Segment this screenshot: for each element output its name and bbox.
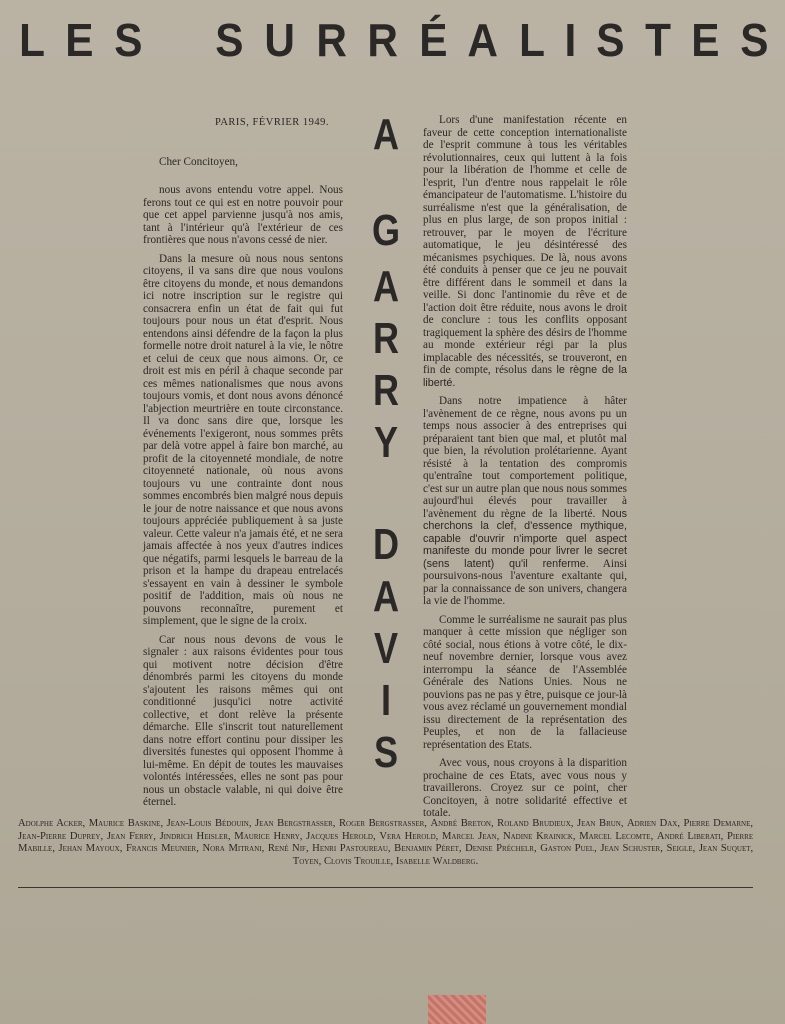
vertical-letter: Y (373, 418, 399, 467)
masthead-letter: L (518, 14, 545, 66)
paragraph-text: Dans notre impatience à hâter l'avènement de ce règne, nous avons pu un temps nous associer à des entreprises qui préparaient tant bien que mal, et plutôt mal que bien, la révolution prolétarienne. Ayant résisté à la tentation des compromis qu'entraîne tout comportement politique, c'est sur un autre plan que nous nous sommes aujourd'hui élevés pour travailler à l'avènement du règne de la liberté. (423, 395, 627, 520)
vertical-addressee-name (360, 112, 412, 782)
masthead-letter: E (691, 14, 720, 66)
signatory-name: Clovis Trouille (323, 855, 391, 867)
signatory-name: Henri Pastoureau (312, 843, 388, 855)
signatory-name: Jean-Louis Bédouin (166, 818, 249, 829)
paragraph-emphasis: le règne de la liberté. (423, 364, 628, 389)
signatory-name: Jean Bergstrasser (255, 818, 333, 829)
letter-paragraph (423, 395, 627, 608)
signatory-name: Nora Mitrani (202, 843, 262, 855)
paragraph-emphasis: Nous cherchons la clef, d'essence mythique, capable d'ouvrir n'importe quel aspect manifeste du monde pour livrer le secret (sens latent) qu'il renferme. (423, 507, 627, 570)
masthead-letter: É (418, 14, 447, 66)
signatory-name: Francis Meunier (125, 843, 197, 855)
signatory-name: Toyen (292, 855, 319, 867)
signatory-name: Marcel Jean (442, 830, 497, 842)
vertical-letter: V (373, 624, 399, 673)
signatory-name: Jean Brun (576, 818, 621, 829)
letter-right-column (423, 114, 627, 826)
masthead-letter: A (467, 14, 499, 66)
signatories-list: Adolphe Acker, Maurice Baskine, Jean-Louis Bédouin, Jean Bergstrasser, Roger Bergstrasser, André Breton, Roland Brudieux, Jean Brun, Adrien Dax, Pierre Demarne, Jean-Pierre Duprey, Jean Ferry, Jindrich Heisler, Maurice Henry, Jacques Herold, Vera Herold, Marcel Jean, Nadine Krainick, Marcel Lecomte, André Liberati, Pierre Mabille, Jehan Mayoux, Francis Meunier, Nora Mitrani, René Nif, Henri Pastoureau, Benjamin Péret, Denise Préchelr, Gaston Puel, Jean Schuster, Seigle, Jean Suquet, Toyen, Clovis Trouille, Isabelle Waldberg. (18, 818, 754, 867)
letter-date: PARIS, FÉVRIER 1949. (214, 117, 329, 128)
masthead-letter: S (114, 14, 143, 66)
signatory-name: Benjamin Péret (394, 843, 459, 855)
masthead-letter: R (315, 14, 347, 66)
signatory-name: André Liberati (656, 830, 721, 842)
masthead-les-surrealistes (18, 14, 770, 66)
vertical-letter: G (371, 206, 401, 255)
signatory-name: Adolphe Acker (18, 818, 83, 829)
masthead-letter: U (264, 14, 296, 66)
vertical-letter: S (373, 728, 399, 777)
signatory-name: Jehan Mayoux (58, 843, 120, 855)
letter-paragraph: Comme le surréalisme ne saurait pas plus manquer à cette mission que négliger son côté social, nous étions à votre côté, le dix-neuf novembre dernier, lorsque vous avez interrompu la séance de l'Assemblée Générale des Nations Unies. Nous ne pouvions pas ne pas y être, puisque ce jour-là vous avez réclamé un gouvernement mondial issu directement de la représentation des Peuples, et non de la fallacieuse représentation des Etats. (423, 613, 627, 751)
signatory-name: Jean Suquet (698, 843, 751, 855)
signatory-name: Gaston Puel (540, 843, 595, 855)
signatory-name: Pierre Mabille (18, 830, 754, 855)
vertical-letter: A (372, 572, 400, 621)
vertical-letter: D (372, 520, 400, 569)
signatory-name: Maurice Henry (234, 830, 300, 842)
vertical-letter: I (380, 676, 392, 725)
signatory-name: Maurice Baskine (88, 818, 161, 829)
letter-paragraph: Avec vous, nous croyons à la disparition prochaine de ces Etats, avec vous nous y travaillerons. Croyez sur ce point, cher Concitoyen, à notre solidarité effective et totale. (423, 757, 627, 819)
letter-paragraph: nous avons entendu votre appel. Nous ferons tout ce qui est en notre pouvoir pour que cet appel parvienne jusqu'à nos amis, tant à l'intérieur qu'à l'extérieur de ces frontières que nous n'avons cessé de nier. (143, 184, 343, 246)
paragraph-text: Lors d'une manifestation récente en faveur de cette conception internationaliste de l'esprit commune à tous les véritables révolutionnaires, ceux qui luttent à la fois pour la libération de l'homme et celle de l'esprit, l'un d'entre nous rappelait le rôle émancipateur de l'automatisme. L'histoire du surréalisme n'est que la généralisation, de plus en plus large, de son propos initial : retrouver, par le moyen de l'écriture automatique, le jeu désintéressé des mécanismes psychiques. De là, nous avons été conduits à penser que ce jeu ne pouvait être différent dans le sommeil et dans la veille. Si donc l'antinomie du rêve et de l'action doit être réduite, nous avons le droit de conclure : tous les conflits opposant tragiquement la sphère des désirs de l'homme au monde extérieur régi par la plus implacable des nécessités, se trouveront, en fin de compte, résolus dans (423, 114, 627, 376)
signatory-name: Isabelle Waldberg (395, 855, 476, 867)
signatory-name: René Nif (267, 843, 306, 855)
signatory-name: Jean Schuster (600, 843, 661, 855)
signatory-name: Jacques Herold (306, 830, 373, 842)
signatory-name: Jean-Pierre Duprey (18, 830, 101, 842)
vertical-letter: R (372, 314, 400, 363)
masthead-letter: R (367, 14, 398, 66)
signatory-name: Nadine Krainick (502, 830, 573, 842)
signatory-name: Adrien Dax (627, 818, 678, 829)
masthead-letter: T (645, 14, 672, 66)
signatory-name: Roland Brudieux (497, 818, 571, 829)
masthead-letter: E (65, 14, 94, 66)
divider-rule (18, 887, 753, 888)
signatory-name: Pierre Demarne (683, 818, 751, 829)
signatory-name: André Breton (430, 818, 491, 829)
letter-salutation: Cher Concitoyen, (159, 155, 238, 168)
signatory-name: Roger Bergstrasser (338, 818, 425, 829)
masthead-letter: L (19, 14, 45, 66)
signatory-name: Vera Herold (379, 830, 436, 842)
letter-left-column (143, 114, 343, 815)
signatory-name: Denise Préchelr (465, 843, 534, 855)
masthead-letter: I (564, 14, 577, 66)
masthead-letter: S (215, 14, 244, 66)
vertical-letter: R (372, 366, 400, 415)
masthead-letter: S (740, 14, 769, 66)
letter-paragraph: Dans la mesure où nous nous sentons citoyens, il va sans dire que nous voulons être citoyens du monde, et nous demandons ici notre inscription sur le registre qui consacrera enfin un état de fait qui fut toujours pour nous un état d'esprit. Nous entendons ainsi défendre de la façon la plus formelle notre droit naturel à la vie, le nôtre et celui de ceux que nous aimons. Or, ce droit est mis en péril à chaque seconde par ces mêmes nationalismes que nous avons toujours vomis, et dont nous avons dénoncé l'abjection meurtrière en toute circonstance. Il va donc sans dire que, lorsque les événements l'exigeront, nous sommes prêts par delà votre appel à faire bon marché, au profit de la citoyenneté mondiale, de notre citoyenneté nationale, où nous avons toujours vu une contrainte dont nous sommes encombrés bien malgré nous depuis le jour de notre naissance et que nous avons toujours appréciée publiquement à sa juste valeur. Cette valeur n'a jamais été, et ne sera jamais affectée à nos yeux d'autres indices que négatifs, parmi lesquels le barreau de la prison et la hampe du drapeau entrelacés s'essayent en vain à dessiner le symbole positif de l'addition, mais où nous ne pouvons reconnaître, purement et simplement, que le signe de la croix. (143, 252, 343, 627)
vertical-letter: A (372, 110, 400, 159)
postage-stamp-fragment (428, 995, 486, 1024)
vertical-letter: A (372, 262, 400, 311)
signatory-name: Marcel Lecomte (579, 830, 651, 842)
signatory-name: Seigle (666, 843, 693, 855)
letter-paragraph (423, 114, 627, 389)
letter-paragraph: Car nous nous devons de vous le signaler : aux raisons évidentes pour tous qui motivent notre décision d'être dénombrés parmi les citoyens du monde s'ajoutent les raisons mêmes qui ont conditionné jusqu'ici notre activité collective, et dont relève la présente démarche. Elle s'inscrit tout naturellement dans notre effort continu pour dissiper les diversités funestes qui opposent l'homme à lui-même. En dépit de toutes les mauvaises volontés intéressées, elles ne sont pas pour nous un obstacle valable, ni qui doive être éternel. (143, 633, 343, 808)
signatory-name: Jean Ferry (106, 830, 154, 842)
masthead-letter: S (596, 14, 625, 66)
paragraph-text: Ainsi poursuivons-nous l'aventure exaltante qui, par la connaissance de son univers, changera la vie de l'homme. (423, 557, 627, 607)
signatory-name: Jindrich Heisler (159, 830, 228, 842)
